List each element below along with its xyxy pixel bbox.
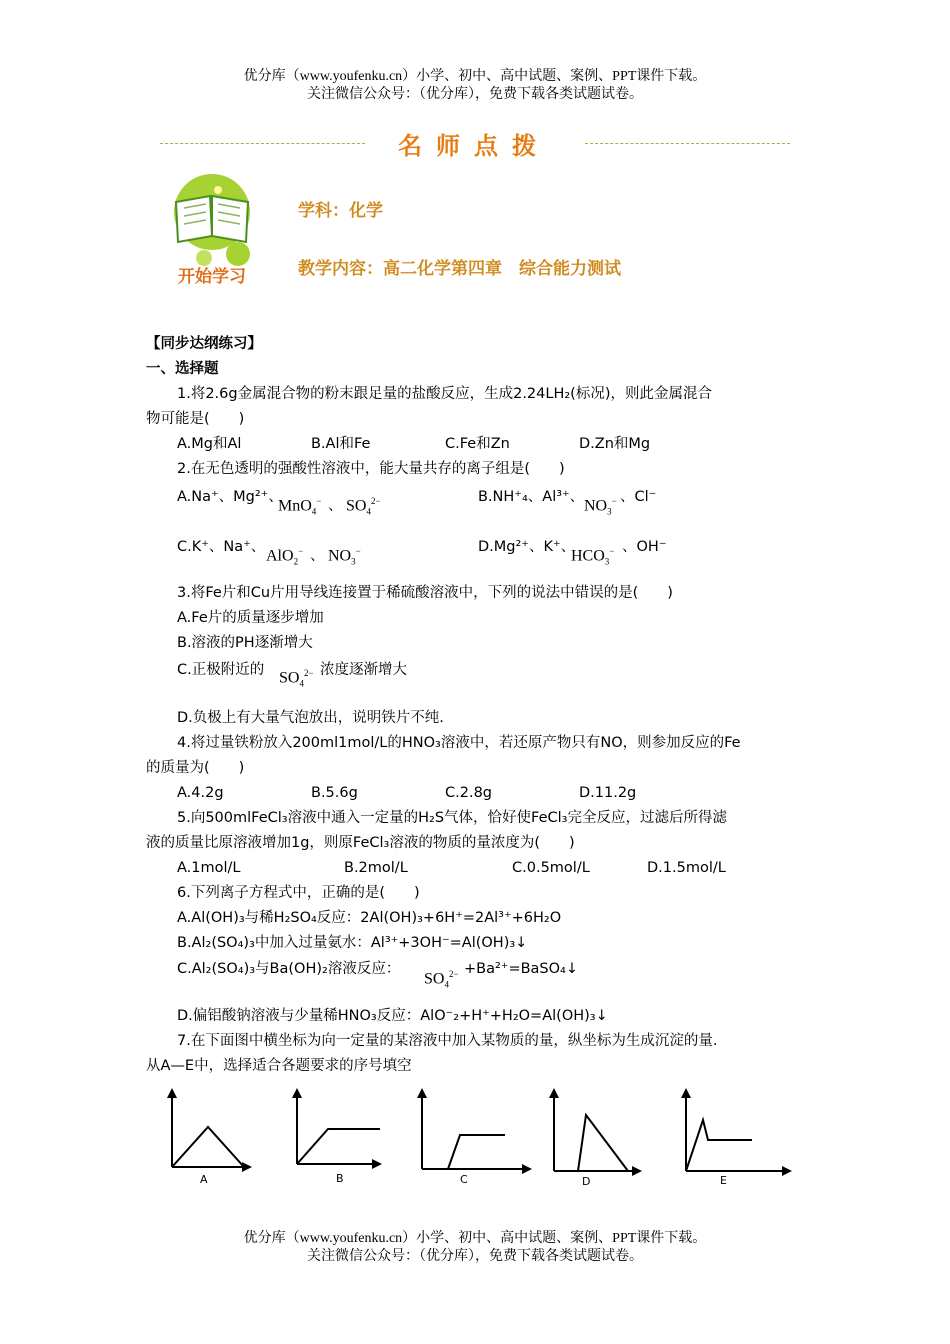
- graph-a-label: A: [200, 1173, 208, 1186]
- q6-option-c-prefix: C.Al₂(SO₄)₃与Ba(OH)₂溶液反应：: [177, 961, 401, 977]
- precipitate-graphs: [150, 1085, 810, 1195]
- q2-c-separator: 、: [310, 548, 325, 564]
- q2-a-formula-1: MnO$_4$−: [278, 496, 322, 517]
- q1-option-a: A.Mg和Al: [177, 436, 242, 452]
- q2-option-c: [177, 537, 265, 557]
- header-line-1: 优分库（www.youfenku.cn）小学、初中、高中试题、案例、PPT课件下载。: [243, 69, 707, 84]
- q4-option-c: C.2.8g: [445, 785, 492, 801]
- banner-divider-left: [160, 143, 365, 144]
- q2-c-formula-2: $NO_3^-$: [328, 546, 361, 567]
- q4-line-2: 的质量为( ): [146, 760, 245, 776]
- q5-option-b: B.2mol/L: [344, 860, 408, 876]
- q1-option-b: B.Al和Fe: [311, 436, 371, 452]
- q2-stem: 2.在无色透明的强酸性溶液中，能大量共存的离子组是( ): [177, 461, 565, 477]
- q2-b-prefix: B.NH⁺₄、Al³⁺、: [478, 489, 585, 505]
- start-learning-logo: [160, 172, 270, 290]
- q1-line-2: 物可能是( ): [146, 411, 245, 427]
- banner-title: 名师点拨: [398, 132, 550, 160]
- q1-line-1: 1.将2.6g金属混合物的粉末跟足量的盐酸反应，生成2.24LH₂(标况)，则此金属混合: [177, 386, 712, 402]
- q5-line-2: 液的质量比原溶液增加1g，则原FeCl₃溶液的物质的量浓度为( ): [146, 835, 575, 851]
- q6-option-a: A.Al(OH)₃与稀H₂SO₄反应：2Al(OH)₃+6H⁺=2Al³⁺+6H₂O: [177, 910, 562, 926]
- footer-line-1: 优分库（www.youfenku.cn）小学、初中、高中试题、案例、PPT课件下载。: [243, 1231, 707, 1246]
- graph-e-curve: [686, 1120, 752, 1171]
- q3-option-d: D.负极上有大量气泡放出，说明铁片不纯.: [177, 710, 444, 726]
- graph-d: [554, 1090, 640, 1188]
- q5-option-a: A.1mol/L: [177, 860, 241, 876]
- q3-option-b: B.溶液的PH逐渐增大: [177, 635, 313, 651]
- q2-a-prefix: A.Na⁺、Mg²⁺、: [177, 489, 283, 505]
- q3-option-c-suffix: 浓度逐渐增大: [320, 662, 407, 678]
- q6-stem: 6.下列离子方程式中，正确的是( ): [177, 885, 420, 901]
- q2-d-suffix: 、OH⁻: [622, 539, 667, 555]
- graph-e: [686, 1090, 790, 1187]
- graph-b-label: B: [336, 1172, 344, 1185]
- q2-b-suffix: 、Cl⁻: [620, 489, 657, 505]
- q1-option-d: D.Zn和Mg: [579, 436, 651, 452]
- subject-label: 学科：化学: [298, 201, 383, 221]
- q2-c-prefix: C.K⁺、Na⁺、: [177, 539, 266, 555]
- header-line-2: 关注微信公众号：（优分库），免费下载各类试题试卷。: [307, 87, 643, 102]
- q2-a-formula-2: $SO_4^{2-}$: [346, 496, 381, 517]
- teaching-content-label: 教学内容：高二化学第四章 综合能力测试: [298, 259, 621, 279]
- graph-d-curve: [578, 1115, 628, 1171]
- graph-c-label: C: [460, 1173, 468, 1186]
- q5-option-c: C.0.5mol/L: [512, 860, 590, 876]
- q3-c-formula: $SO_4^{2-}$: [279, 668, 314, 689]
- q2-option-d: [478, 537, 575, 557]
- q4-option-a: A.4.2g: [177, 785, 224, 801]
- q2-option-a: [177, 487, 283, 507]
- logo-text: 开始学习: [178, 267, 246, 287]
- graph-b: [297, 1090, 380, 1185]
- q2-b-formula: $NO_3^-$: [584, 496, 617, 517]
- banner-divider-right: [585, 143, 790, 144]
- section-practice-title: 【同步达纲练习】: [146, 336, 262, 352]
- q3-stem: 3.将Fe片和Cu片用导线连接置于稀硫酸溶液中，下列的说法中错误的是( ): [177, 585, 673, 601]
- q2-c-formula-1: AlO$_2$−: [266, 546, 304, 567]
- graph-c: [422, 1090, 530, 1186]
- q3-option-a: A.Fe片的质量逐步增加: [177, 610, 324, 626]
- graph-c-curve: [448, 1135, 505, 1169]
- q1-option-c: C.Fe和Zn: [445, 436, 510, 452]
- graph-d-label: D: [582, 1175, 591, 1188]
- q4-line-1: 4.将过量铁粉放入200ml1mol/L的HNO₃溶液中，若还原产物只有NO，则参加反应的Fe: [177, 735, 741, 751]
- q7-line-2: 从A—E中，选择适合各题要求的序号填空: [146, 1058, 412, 1074]
- q7-line-1: 7.在下面图中横坐标为向一定量的某溶液中加入某物质的量，纵坐标为生成沉淀的量.: [177, 1033, 718, 1049]
- section-multiple-choice-title: 一、选择题: [146, 361, 219, 377]
- q2-d-formula: $HCO_3^-$: [571, 546, 615, 567]
- q4-option-d: D.11.2g: [579, 785, 637, 801]
- q3-option-c-prefix: C.正极附近的: [177, 662, 265, 678]
- q5-option-d: D.1.5mol/L: [647, 860, 726, 876]
- graph-a-curve: [172, 1127, 244, 1167]
- q6-option-d: D.偏铝酸钠溶液与少量稀HNO₃反应：AlO⁻₂+H⁺+H₂O=Al(OH)₃↓: [177, 1008, 608, 1024]
- q2-option-b: [478, 487, 584, 507]
- q4-option-b: B.5.6g: [311, 785, 358, 801]
- graph-e-label: E: [720, 1174, 727, 1187]
- q6-c-formula: $SO_4^{2-}$: [424, 969, 459, 990]
- q6-option-b: B.Al₂(SO₄)₃中加入过量氨水：Al³⁺+3OH⁻=Al(OH)₃↓: [177, 935, 528, 951]
- graph-b-curve: [297, 1129, 380, 1164]
- q2-a-separator: 、: [328, 498, 343, 514]
- q6-option-c-suffix: +Ba²⁺=BaSO₄↓: [464, 961, 579, 977]
- q2-d-prefix: D.Mg²⁺、K⁺、: [478, 539, 576, 555]
- graph-a: [172, 1090, 250, 1186]
- q5-line-1: 5.向500mlFeCl₃溶液中通入一定量的H₂S气体，恰好使FeCl₃完全反应，过滤后所得滤: [177, 810, 727, 826]
- footer-line-2: 关注微信公众号：（优分库），免费下载各类试题试卷。: [307, 1249, 643, 1264]
